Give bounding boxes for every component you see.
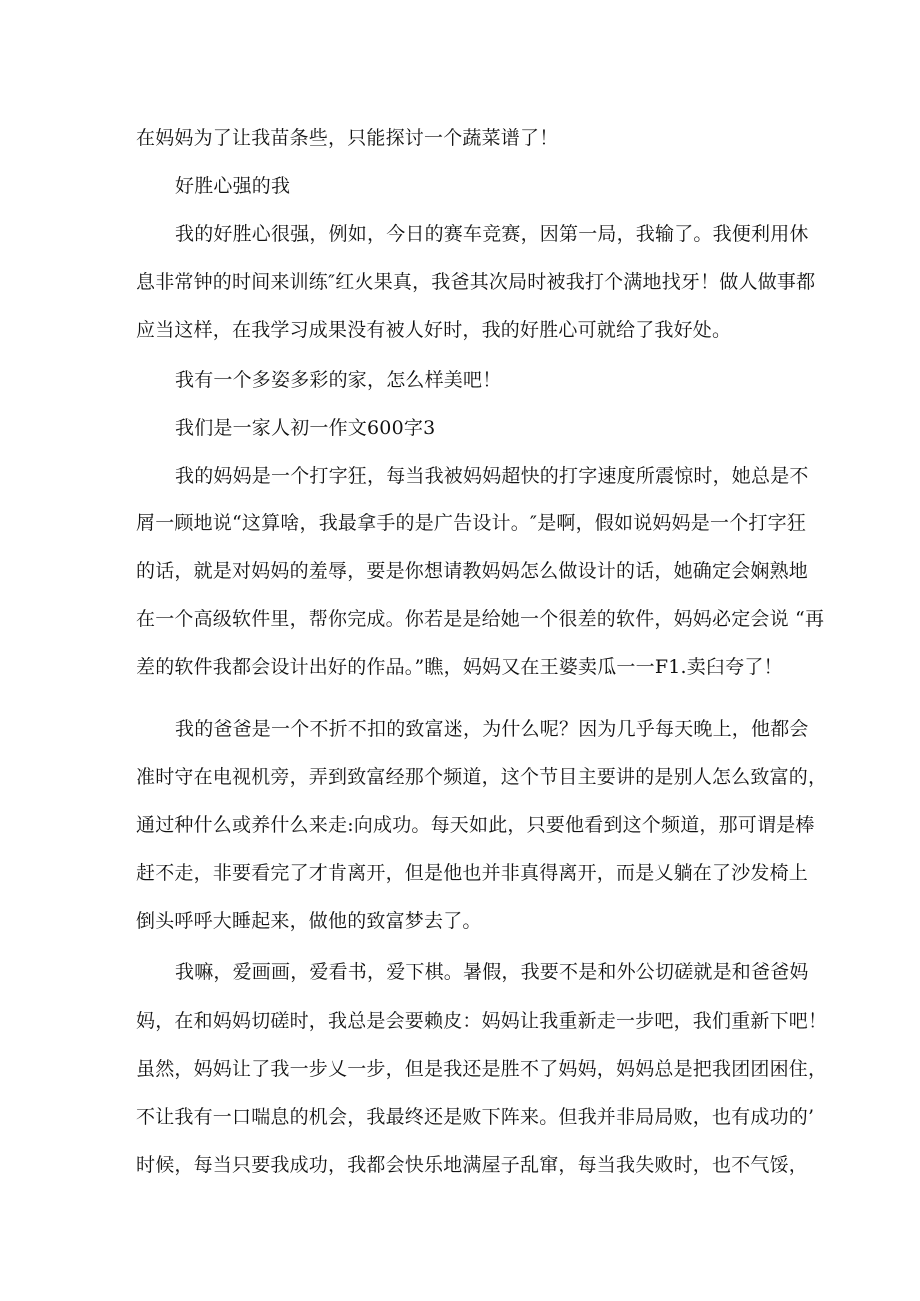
- text-line: 我的妈妈是一个打字狂，每当我被妈妈超快的打字速度所震惊时，她总是不: [175, 465, 809, 487]
- text-line: 虽然，妈妈让了我一步乂一步，但是我还是胜不了妈妈，妈妈总是把我团团困住，: [136, 1058, 828, 1080]
- text-line: 差的软件我都会设计出好的作品。”瞧，妈妈又在王婆卖瓜一一F1.卖臼夸了！: [136, 656, 783, 678]
- text-line: 时候，每当只要我成功，我都会快乐地满屋子乱窜，每当我失败时，也不气馁，: [136, 1154, 809, 1176]
- text-line: 的话，就是对妈妈的羞辱，要是你想请教妈妈怎么做设计的话，她确定会娴熟地: [136, 560, 809, 582]
- text-line: 准时守在电视机旁，弄到致富经那个频道，这个节目主要讲的是别人怎么致富的，: [136, 766, 828, 788]
- text-line: 息非常钟的时间来训练″红火果真，我爸其次局时被我打个满地找牙！做人做事都: [136, 271, 816, 293]
- text-line: 应当这样，在我学习成果没有被人好时，我的好胜心可就给了我好处。: [136, 319, 732, 341]
- text-line: 我嘛，爱画画，爱看书，爱下棋。暑假，我要不是和外公切磋就是和爸爸妈: [175, 961, 809, 983]
- text-line: 通过种什么或养什么来走:向成功。每天如此，只要他看到这个频道，那可谓是棒: [136, 814, 815, 836]
- section-heading: 好胜心强的我: [175, 175, 291, 197]
- text-line: 屑一顾地说“这算啥，我最拿手的是广告设计。″是啊，假如说妈妈是一个打字狂: [136, 512, 807, 534]
- section-heading: 我们是一家人初一作文600字3: [175, 417, 436, 439]
- text-line: 我有一个多姿多彩的家，怎么样美吧！: [175, 369, 502, 391]
- text-line: 我的爸爸是一个不折不扣的致富迷，为什么呢？因为几乎每天晚上，他都会: [175, 718, 809, 740]
- text-line: 我的好胜心很强，例如，今日的赛车竞赛，因第一局，我输了。我便利用休: [175, 223, 809, 245]
- text-line: 在妈妈为了让我苗条些，只能探讨一个蔬菜谱了！: [136, 127, 559, 149]
- text-line: 赶不走，非要看完了才肯离开，但是他也并非真得离开，而是乂躺在了沙发椅上: [136, 862, 809, 884]
- text-line: 妈，在和妈妈切磋时，我总是会要赖皮：妈妈让我重新走一步吧，我们重新下吧！: [136, 1010, 828, 1032]
- text-line: 倒头呼呼大睡起来，做他的致富梦去了。: [136, 910, 482, 932]
- text-line: 不让我有一口喘息的机会，我最终还是败下阵来。但我并非局局败，也有成功的’: [136, 1106, 815, 1128]
- text-line: 在一个高级软件里，帮你完成。你若是是给她一个很差的软件，妈妈必定会说 “再: [136, 608, 825, 630]
